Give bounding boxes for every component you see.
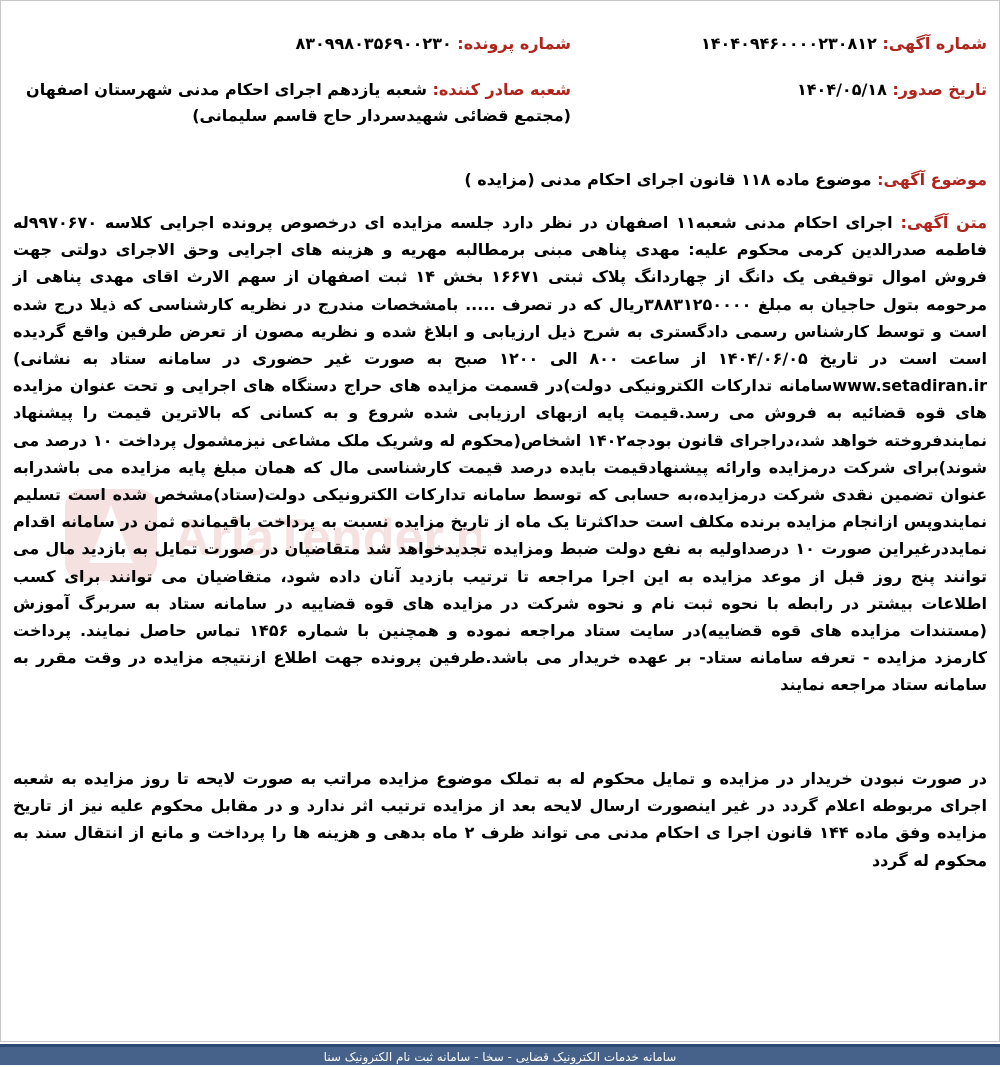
body-main-text: اجرای احکام مدنی شعبه۱۱ اصفهان در نظر دارد جلسه مزایده ای درخصوص پرونده اجرایی کلاسه ۹۹۷۰۶۷۰له فاطمه صدرالدین کرمی محکوم علیه: مهدی پناهی مبنی برمطالبه مهریه و هزینه های اجرایی وحق الاجرای دولتی جهت فروش اموال توقیفی یک دانگ از چهاردانگ پلاک ثبتی ۱۶۶۷۱ بخش ۱۴ ثبت اصفهان از سهم الارث اقای مهدی پناهی از مرحومه بتول حاجیان به مبلغ ۳۸۸۳۱۲۵۰۰۰۰ریال که در تصرف ..... بامشخصات مندرج در نظریه کارشناسی که ذیلا درج شده است و توسط کارشناس رسمی دادگستری به شرح ذیل ارزیابی و ابلاغ شده و نظریه مصون از تعرض طرفین واقع گردیده است است در تاریخ ۱۴۰۴/۰۶/۰۵ از ساعت ۸۰۰ الی ۱۲۰۰ صبح به صورت غیر حضوری در سامانه ستاد به نشانی) www.setadiran.irسامانه تدارکات الکترونیکی دولت)در قسمت مزایده های حراج دستگاه های اجرایی و تحت عنوان مزایده های قوه قضائیه به فروش می رسد.قیمت پایه ازبهای ارزیابی شده شروع و به کسانی که بالاترین قیمت را پیشنهاد نمایندفروخته خواهد شد،دراجرای قانون بودجه۱۴۰۲ اشخاص(محکوم له وشریک ملک مشاعی نیزمشمول پرداخت ۱۰ درصد می شوند)برای شرکت درمزایده وارائه پیشنهادقیمت بایده درصد قیمت کارشناسی مال که همان مبلغ پایه مزایده می باشدرابه عنوان تضمین نقدی شرکت درمزایده،به حسابی که توسط سامانه تدارکات الکترونیکی دولت(ستاد)مشخص شده است تسلیم نمایندوپس ازانجام مزایده برنده مکلف است حداکثرتا یک ماه از تاریخ مزایده نسبت به پرداخت باقیمانده ثمن در سامانه اقدام نمایددرغیراین صورت ۱۰ درصداولیه به نفع دولت ضبط ومزایده تجدیدخواهد شد متقاضیان در صورت تمایل به بازدید مال می توانند پنج روز قبل از موعد مزایده به این اجرا مراجعه تا ترتیب بازدید آنان داده شود، متقاضیان می توانند برای کسب اطلاعات بیشتر در رابطه با نحوه ثبت نام و نحوه شرکت در مزایده های قوه قضاییه در سامانه ستاد به سربرگ آموزش (مستندات مزایده های قوه قضاییه)در سایت ستاد مراجعه نموده و همچنین با شماره ۱۴۵۶ تماس حاصل نمایند. پرداخت کارمزد مزایده - تعرفه سامانه ستاد- بر عهده خریدار می باشد.طرفین پرونده جهت اطلاع ازنتیجه مزایده در وقت مقرر به سامانه ستاد مراجعه نمایند — [13, 213, 988, 695]
subject-label: موضوع آگهی: — [877, 170, 987, 189]
body-tail-text: در صورت نبودن خریدار در مزایده و تمایل محکوم له به تملک موضوع مزایده مراتب به صورت لایحه تا روز مزایده به شعبه اجرای مربوطه اعلام گردد در غیر اینصورت ارسال لایحه بعد از مزایده ترتیب اثر ندارد و در مقابل محکوم علیه نیز از تاریخ مزایده وفق ماده ۱۴۴ قانون اجرا ی احکام مدنی می تواند ظرف ۲ ماه بدهی و هزینه ها را پرداخت و مانع از انتقال سند به محکوم له گردد — [13, 769, 987, 870]
subject-value: موضوع ماده ۱۱۸ قانون اجرای احکام مدنی (مزایده ) — [464, 170, 872, 189]
footer-link[interactable]: سامانه خدمات الکترونیک قضایی - سخا - سامانه ثبت نام الکترونیک سنا — [323, 1050, 677, 1064]
notice-tail — [13, 765, 987, 874]
subject-row — [464, 167, 987, 193]
ad-number-label: شماره آگهی: — [882, 34, 987, 53]
file-number-row — [295, 31, 571, 57]
ad-number-row — [701, 31, 987, 57]
issue-date-value: ۱۴۰۴/۰۵/۱۸ — [797, 80, 887, 99]
issue-date-label: تاریخ صدور: — [892, 80, 987, 99]
issuer-label: شعبه صادر کننده: — [432, 80, 571, 99]
svg-text:AriaTender.net: AriaTender.n — [173, 509, 481, 567]
ad-number-value: ۱۴۰۴۰۹۴۶۰۰۰۰۲۳۰۸۱۲ — [701, 34, 877, 53]
issuer-row — [11, 77, 571, 129]
file-number-value: ۸۳۰۹۹۸۰۳۵۶۹۰۰۲۳۰ — [295, 34, 452, 53]
issue-date-row — [797, 77, 987, 103]
file-number-label: شماره پرونده: — [457, 34, 571, 53]
notice-body — [13, 209, 987, 699]
issuer-value: شعبه یازدهم اجرای احکام مدنی شهرستان اصفهان (مجتمع قضائی شهیدسردار حاج قاسم سلیمانی) — [26, 80, 571, 125]
body-label: متن آگهی: — [900, 213, 988, 232]
